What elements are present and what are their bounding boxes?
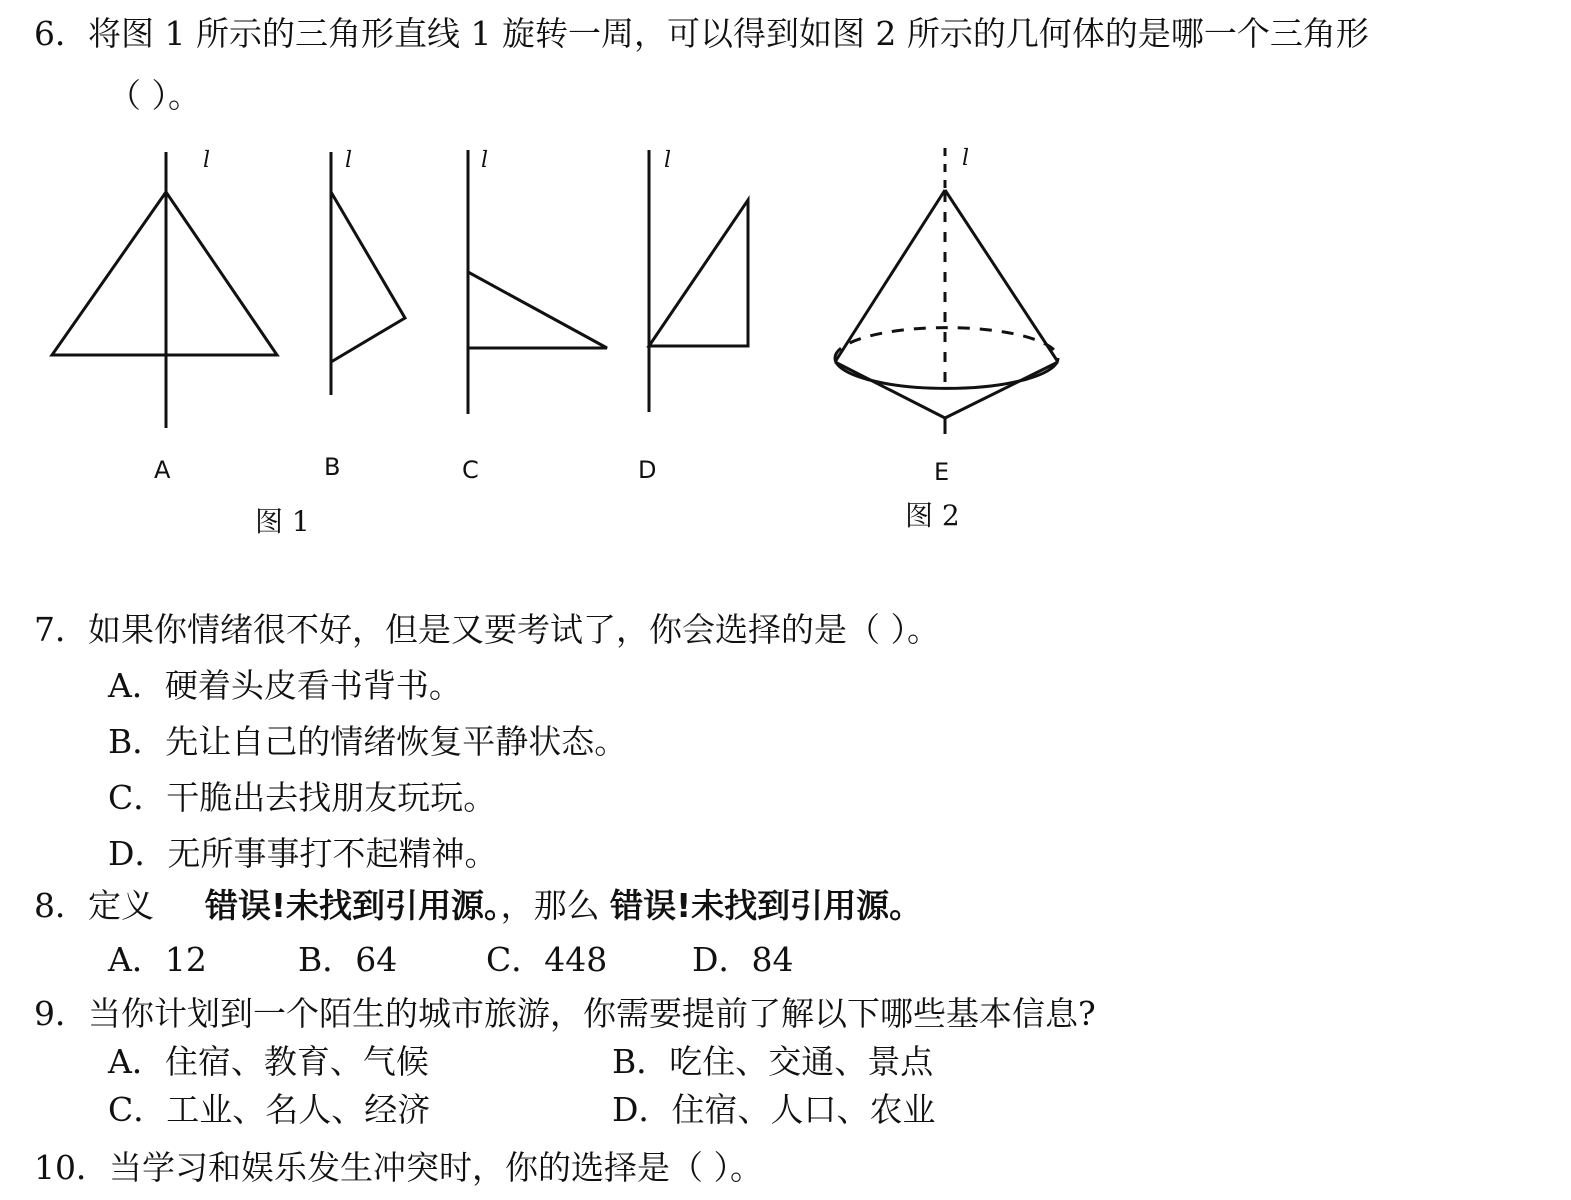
figure-e-axis-label: l bbox=[962, 146, 970, 171]
figure-caption-1: 图 1 bbox=[255, 505, 310, 538]
q8-option-d: D．84 bbox=[692, 940, 794, 979]
q10-stem: 10．当学习和娱乐发生冲突时，你的选择是（ ）。 bbox=[34, 1148, 763, 1187]
figure-label-c: C bbox=[462, 456, 479, 484]
figure-e-lower-left bbox=[835, 362, 945, 418]
figure-label-a: A bbox=[154, 456, 171, 484]
q9-stem: 9．当你计划到一个陌生的城市旅游，你需要提前了解以下哪些基本信息? bbox=[34, 994, 1096, 1033]
q8-stem bbox=[34, 886, 922, 926]
figure-label-d: D bbox=[638, 456, 657, 484]
figure-label-e: E bbox=[934, 458, 950, 486]
figure-caption-2: 图 2 bbox=[905, 499, 960, 532]
q8-prefix: 8．定义 bbox=[34, 886, 154, 925]
figure-e-upper-left bbox=[835, 190, 945, 362]
q8-error-reference-1: 错误!未找到引用源。 bbox=[205, 886, 501, 925]
q7-option-c: C．干脆出去找朋友玩玩。 bbox=[108, 778, 497, 817]
q8-option-c: C．448 bbox=[486, 940, 608, 979]
figure-label-b: B bbox=[324, 453, 341, 481]
q7-option-b: B．先让自己的情绪恢复平静状态。 bbox=[108, 722, 628, 761]
q9-option-a: A．住宿、教育、气候 bbox=[108, 1042, 429, 1081]
q8-option-a: A．12 bbox=[108, 940, 207, 979]
q8-option-b: B．64 bbox=[298, 940, 398, 979]
figure-a-axis-label: l bbox=[203, 148, 211, 173]
figure-c-axis-label: l bbox=[481, 148, 489, 173]
q7-option-a: A．硬着头皮看书背书。 bbox=[108, 666, 462, 705]
figure-b-axis-label: l bbox=[345, 148, 353, 173]
figure-d-axis-label: l bbox=[664, 148, 672, 173]
q7-stem: 7．如果你情绪很不好，但是又要考试了，你会选择的是（ ）。 bbox=[34, 610, 940, 649]
q7-option-d: D．无所事事打不起精神。 bbox=[108, 834, 498, 873]
q6-stem-line1: 6．将图 1 所示的三角形直线 1 旋转一周，可以得到如图 2 所示的几何体的是哪一个三角形 bbox=[34, 14, 1369, 53]
q9-option-c: C．工业、名人、经济 bbox=[108, 1090, 431, 1129]
q9-option-d: D．住宿、人口、农业 bbox=[612, 1090, 936, 1129]
q8-error-reference-2: 错误!未找到引用源。 bbox=[610, 886, 923, 925]
figure-e-lower-right bbox=[945, 362, 1058, 418]
figure-c-triangle bbox=[468, 272, 607, 348]
q6-answer-blank: （ ）。 bbox=[108, 76, 201, 115]
figure-d-triangle bbox=[649, 200, 748, 346]
figure-b-triangle bbox=[331, 192, 405, 362]
q8-mid: ，那么 bbox=[500, 886, 600, 925]
q9-option-b: B．吃住、交通、景点 bbox=[612, 1042, 934, 1081]
figure-e-upper-right bbox=[945, 190, 1058, 362]
